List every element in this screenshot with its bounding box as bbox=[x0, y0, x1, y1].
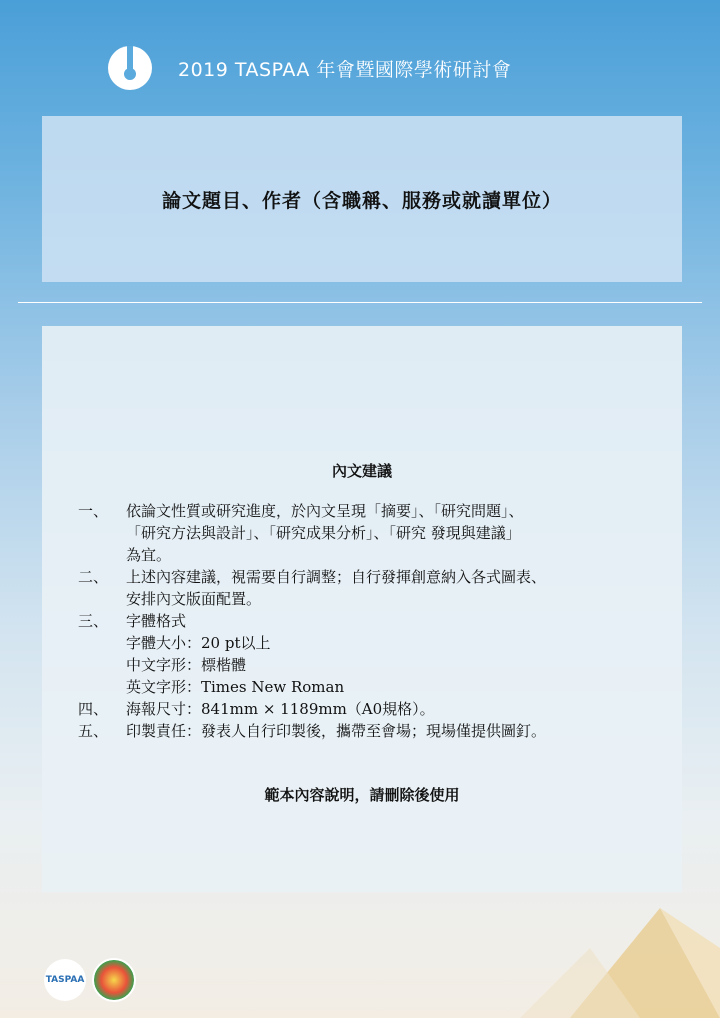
conference-header bbox=[108, 46, 511, 90]
taspaa-logo bbox=[44, 959, 86, 1001]
conference-logo-icon bbox=[108, 46, 152, 90]
guideline-item-3 bbox=[78, 610, 658, 698]
guideline-item-1 bbox=[78, 500, 658, 566]
list-marker: 一、 bbox=[78, 502, 109, 520]
footer-logos bbox=[44, 958, 136, 1002]
list-line: 「研究方法與設計」、「研究成果分析」、「研究 發現與建議」 bbox=[126, 524, 521, 542]
list-line: 字體格式 bbox=[126, 612, 187, 630]
conference-title: 2019 TASPAA 年會暨國際學術研討會 bbox=[178, 58, 512, 81]
divider-line bbox=[18, 302, 702, 303]
pyramid-decoration bbox=[480, 888, 720, 1018]
list-line: 上述內容建議，視需要自行調整；自行發揮創意納入各式圖表、 bbox=[126, 568, 547, 586]
template-footnote: 範本內容說明，請刪除後使用 bbox=[264, 786, 460, 804]
list-line: 海報尺寸：841mm × 1189mm（A0規格）。 bbox=[126, 700, 435, 718]
paper-title-box bbox=[42, 116, 682, 282]
content-heading: 內文建議 bbox=[331, 462, 392, 480]
guideline-item-5 bbox=[78, 720, 658, 742]
paper-title-placeholder: 論文題目、作者（含職稱、服務或就讀單位） bbox=[161, 189, 562, 212]
list-line: 依論文性質或研究進度，於內文呈現「摘要」、「研究問題」、 bbox=[126, 502, 524, 520]
guideline-item-2 bbox=[78, 566, 658, 610]
university-seal-icon bbox=[92, 958, 136, 1002]
content-box bbox=[42, 326, 682, 892]
list-line: 中文字形：標楷體 bbox=[126, 656, 247, 674]
list-line: 英文字形：Times New Roman bbox=[126, 678, 345, 696]
list-marker: 五、 bbox=[78, 722, 109, 740]
list-marker: 三、 bbox=[78, 612, 109, 630]
guideline-item-4 bbox=[78, 698, 658, 720]
taspaa-logo-text: TASPAA bbox=[45, 975, 85, 985]
list-line: 印製責任：發表人自行印製後，攜帶至會場；現場僅提供圖釘。 bbox=[126, 722, 547, 740]
list-line: 為宜。 bbox=[126, 546, 172, 564]
guideline-list bbox=[78, 500, 658, 742]
list-marker: 二、 bbox=[78, 568, 109, 586]
list-line: 安排內文版面配置。 bbox=[126, 590, 262, 608]
list-line: 字體大小：20 pt以上 bbox=[126, 634, 271, 652]
list-marker: 四、 bbox=[78, 700, 109, 718]
